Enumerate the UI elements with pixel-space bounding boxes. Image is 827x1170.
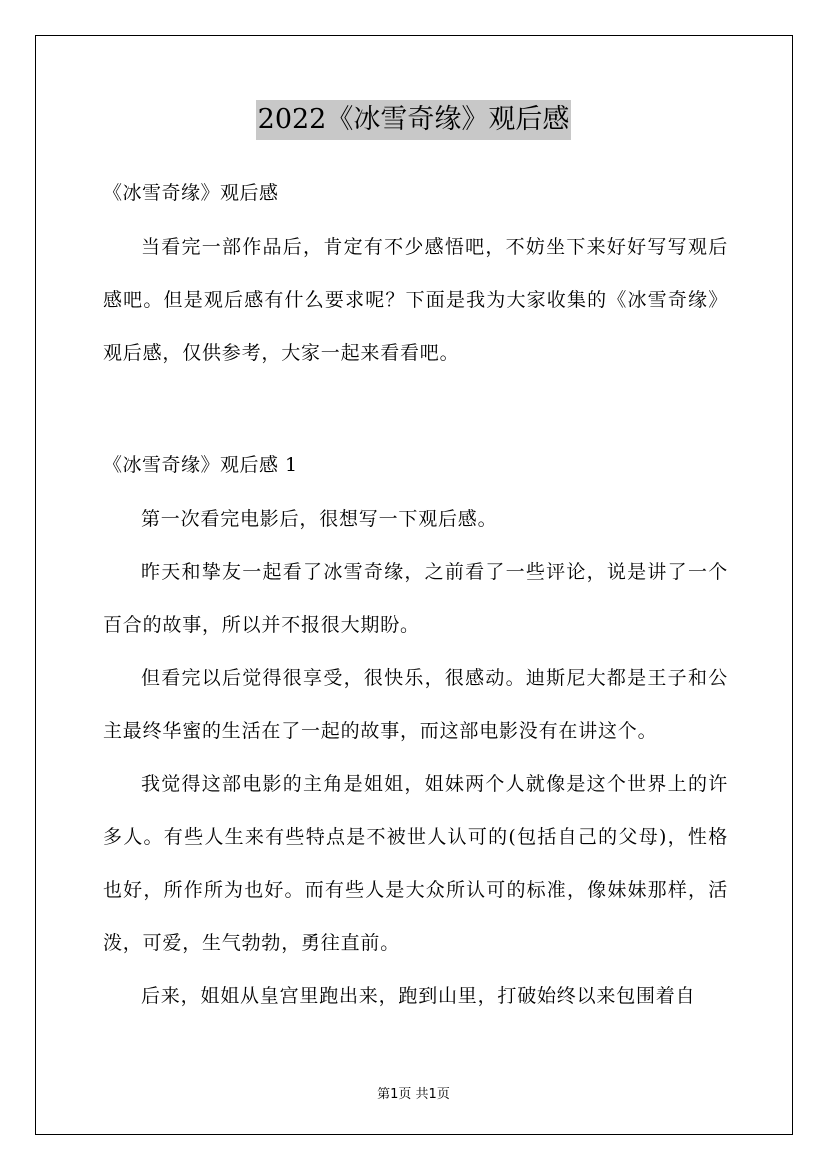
paragraph: 第一次看完电影后，很想写一下观后感。 xyxy=(141,508,498,530)
page-footer: 第1页 共1页 xyxy=(377,1087,450,1102)
paragraph: 但看完以后觉得很享受，很快乐，很感动。迪斯尼大都是王子和公主最终华蜜的生活在了一起的故事，而这部电影没有在讲这个。 xyxy=(103,667,728,742)
paragraph: 后来，姐姐从皇宫里跑出来，跑到山里，打破始终以来包围着自 xyxy=(141,985,696,1007)
title-container xyxy=(0,100,827,140)
intro-block xyxy=(103,221,728,380)
section-heading: 《冰雪奇缘》观后感 1 xyxy=(103,454,298,476)
section-body xyxy=(103,493,728,1023)
intro-paragraph: 当看完一部作品后，肯定有不少感悟吧，不妨坐下来好好写写观后感吧。但是观后感有什么要求呢？下面是我为大家收集的《冰雪奇缘》观后感，仅供参考，大家一起来看看吧。 xyxy=(103,236,728,364)
document-title: 2022《冰雪奇缘》观后感 xyxy=(256,100,572,140)
paragraph: 我觉得这部电影的主角是姐姐，姐妹两个人就像是这个世界上的许多人。有些人生来有些特点是不被世人认可的(包括自己的父母)，性格也好，所作所为也好。而有些人是大众所认可的标准，像妹妹那样，活泼，可爱，生气勃勃，勇往直前。 xyxy=(103,773,728,954)
paragraph: 昨天和挚友一起看了冰雪奇缘，之前看了一些评论，说是讲了一个百合的故事，所以并不报很大期盼。 xyxy=(103,561,728,636)
document-subtitle: 《冰雪奇缘》观后感 xyxy=(103,182,279,204)
